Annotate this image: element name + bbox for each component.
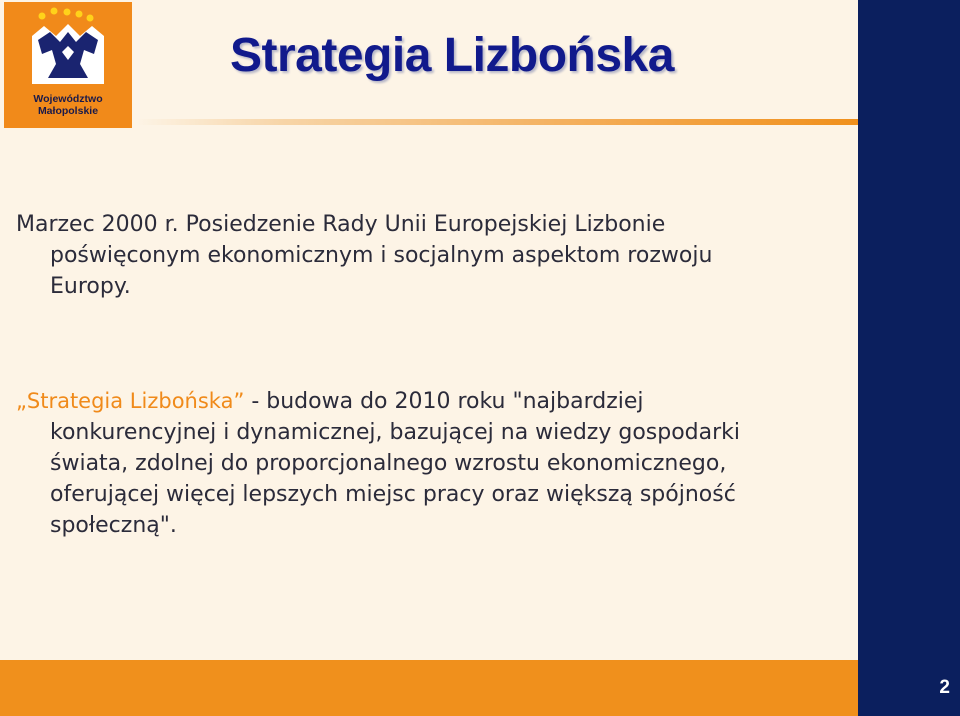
quoted-strategy-name: „Strategia Lizbońska” xyxy=(16,389,245,413)
right-sidebar xyxy=(858,0,960,716)
paragraph-1-line-3: Europy. xyxy=(50,274,131,299)
malopolska-emblem-icon xyxy=(4,2,132,94)
page-title: Strategia Lizbońska xyxy=(230,29,674,82)
paragraph-2-line-5: społeczną". xyxy=(50,513,177,538)
logo-text xyxy=(4,93,132,117)
paragraph-2-line-1: - budowa do 2010 roku "najbardziej xyxy=(244,389,644,414)
paragraph-2 xyxy=(16,386,846,541)
paragraph-2-line-4: oferującej więcej lepszych miejsc pracy oraz większą spójność xyxy=(50,482,736,507)
paragraph-2-line-2: konkurencyjnej i dynamicznej, bazującej na wiedzy gospodarki xyxy=(50,420,741,445)
logo-line-1: Województwo xyxy=(33,93,103,105)
paragraph-1 xyxy=(16,209,846,302)
paragraph-2-line-3: świata, zdolnej do proporcjonalnego wzrostu ekonomicznego, xyxy=(50,451,727,476)
title-divider xyxy=(136,119,858,125)
page-number: 2 xyxy=(939,677,950,698)
bottom-bar xyxy=(0,660,858,716)
logo-line-2: Małopolskie xyxy=(37,105,99,117)
logo xyxy=(4,2,132,128)
paragraph-1-line-2: poświęconym ekonomicznym i socjalnym aspektom rozwoju xyxy=(50,243,713,268)
paragraph-1-line-1: Marzec 2000 r. Posiedzenie Rady Unii Europejskiej Lizbonie xyxy=(16,212,666,237)
